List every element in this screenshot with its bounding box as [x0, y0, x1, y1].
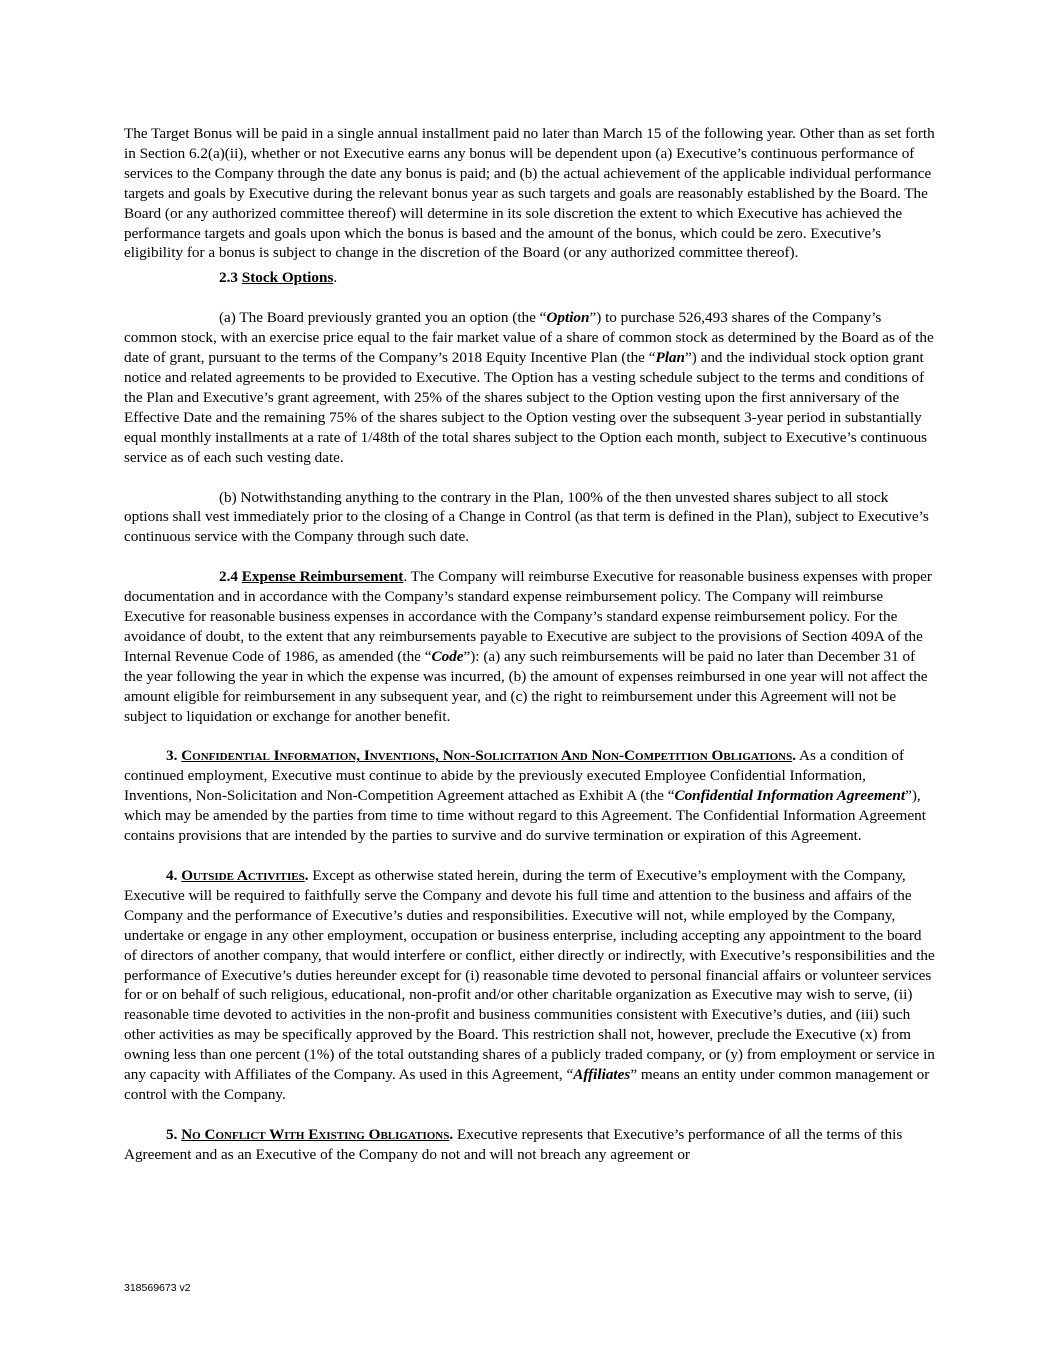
section-5-number: 5. [166, 1125, 178, 1143]
defined-term-option: Option [546, 309, 590, 327]
defined-term-affiliates: Affiliates [573, 1066, 631, 1084]
defined-term-plan: Plan [655, 349, 685, 367]
section-2-3-heading: 2.3 Stock Options. [219, 269, 338, 287]
target-bonus-paragraph: The Target Bonus will be paid in a single annual installment paid no later than March 15 of the following year. Other than as set forth in Section 6.2(a)(ii), whether or not Executive earns any bonus will be dependent upon (a) Executive’s continuous performance of services to the Company through the date any bonus is paid; and (b) the actual achievement of the applicable individual performance targets and goals by Executive during the relevant bonus year as such targets and goals are reasonably established by the Board. The Board (or any authorized committee thereof) will determine in its sole discretion the extent to which Executive has achieved the performance targets and goals upon which the bonus is based and the amount of the bonus, which could be zero. Executive’s eligibility for a bonus is subject to change in the discretion of the Board (or any authorized committee thereof). [124, 125, 935, 262]
section-4-paragraph: 4. Outside Activities. Except as otherwise stated herein, during the term of Executive’s employment with the Company, Executive will be required to faithfully serve the Company and devote his full time and attention to the business and affairs of the Company and the performance of Executive’s duties and responsibilities. Executive will not, while employed by the Company, undertake or engage in any other employment, occupation or business enterprise, including accepting any appointment to the board of directors of another company, that would interfere or conflict, either directly or indirectly, with Executive’s responsibilities and the performance of Executive’s duties hereunder except for (i) reasonable time devoted to personal financial affairs or volunteer services for or on behalf of such religious, educational, non-profit and/or other charitable organization as Executive may wish to serve, (ii) reasonable time devoted to activities in the non-profit and business communities consistent with Executive’s duties, and (iii) such other activities as may be specifically approved by the Board. This restriction shall not, however, preclude the Executive (x) from owning less than one percent (1%) of the total outstanding shares of a publicly traded company, or (y) from employment or service in any capacity with Affiliates of the Company. As used in this Agreement, “Affiliates” means an entity under common management or control with the Company. [124, 867, 935, 1103]
section-5-paragraph: 5. No Conflict With Existing Obligations. Executive represents that Executive’s performance of all the terms of this Agreement and as an Executive of the Company do not and will not breach any agreement or [124, 1125, 903, 1163]
document-page [124, 124, 936, 1165]
section-2-4-paragraph: 2.4 Expense Reimbursement. The Company will reimburse Executive for reasonable business expenses with proper documentation and in accordance with the Company’s standard expense reimbursement policy. The Company will reimburse Executive for reasonable business expenses in accordance with the Company’s standard expense reimbursement policy. For the avoidance of doubt, to the extent that any reimbursements payable to Executive are subject to the provisions of Section 409A of the Internal Revenue Code of 1986, as amended (the “Code”): (a) any such reimbursements will be paid no later than December 31 of the year following the year in which the expense was incurred, (b) the amount of expenses reimbursed in one year will not affect the amount eligible for reimbursement in any subsequent year, and (c) the right to reimbursement under this Agreement will not be subject to liquidation or exchange for another benefit. [124, 568, 932, 725]
defined-term-confidential-information-agreement: Confidential Information Agreement [674, 787, 906, 805]
section-2-4-number: 2.4 [219, 568, 238, 586]
section-3-paragraph: 3. Confidential Information, Inventions, Non-Solicitation And Non-Competition Obligations. As a condition of continued employment, Executive must continue to abide by the previously executed Employee Confidential Information, Inventions, Non-Solicitation and Non-Competition Agreement attached as Exhibit A (the “Confidential Information Agreement”), which may be amended by the parties from time to time without regard to this Agreement. The Confidential Information Agreement contains provisions that are intended by the parties to survive and do survive termination or expiration of this Agreement. [124, 747, 926, 845]
section-2-3-number: 2.3 [219, 269, 238, 287]
section-2-4-title: Expense Reimbursement [241, 568, 404, 586]
section-2-3-title: Stock Options [241, 269, 334, 287]
section-2-3-a-paragraph: (a) The Board previously granted you an option (the “Option”) to purchase 526,493 shares of the Company’s common stock, with an exercise price equal to the fair market value of a share of common stock as determined by the Board as of the date of grant, pursuant to the terms of the Company’s 2018 Equity Incentive Plan (the “Plan”) and the individual stock option grant notice and related agreements to be provided to Executive. The Option has a vesting schedule subject to the terms and conditions of the Plan and Executive’s grant agreement, with 25% of the shares subject to the Option vesting upon the first anniversary of the Effective Date and the remaining 75% of the shares subject to the Option vesting over the subsequent 3-year period in substantially equal monthly installments at a rate of 1/48th of the total shares subject to the Option each month, subject to Executive’s continuous service as of each such vesting date. [124, 309, 934, 466]
defined-term-code: Code [431, 647, 464, 665]
section-4-title: Outside Activities [181, 867, 305, 884]
document-id-footer: 318569673 v2 [124, 1282, 191, 1294]
section-5-title: No Conflict With Existing Obligations [181, 1125, 450, 1143]
section-3-title: Confidential Information, Inventions, Non-Solicitation And Non-Competition Obligations [181, 747, 793, 765]
section-2-3-b-paragraph: (b) Notwithstanding anything to the contrary in the Plan, 100% of the then unvested shares subject to all stock options shall vest immediately prior to the closing of a Change in Control (as that term is defined in the Plan), subject to Executive’s continuous service with the Company through such date. [124, 488, 929, 546]
section-4-number: 4. [166, 867, 178, 884]
section-3-number: 3. [166, 747, 178, 765]
